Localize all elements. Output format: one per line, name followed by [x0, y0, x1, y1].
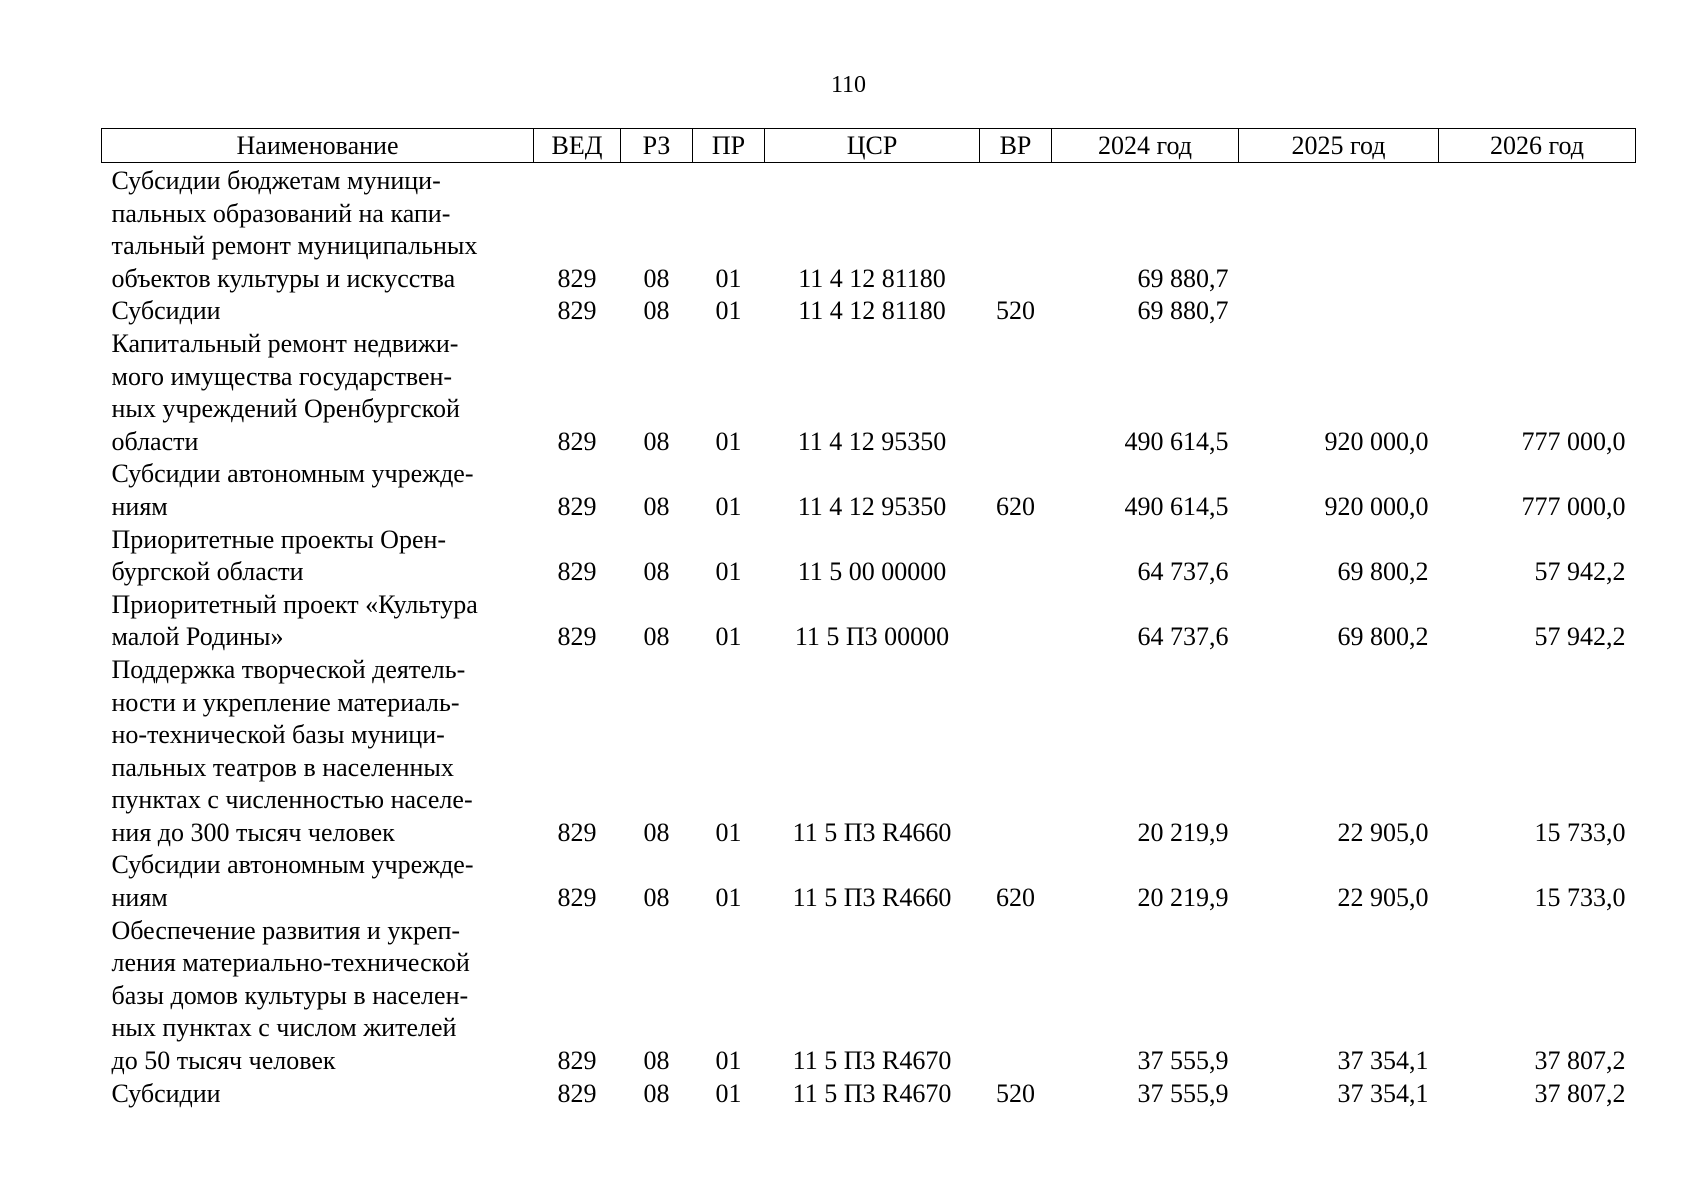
- row-2026: [1439, 163, 1636, 296]
- row-2026: 777 000,0: [1521, 426, 1626, 456]
- row-2025: 22 905,0: [1337, 883, 1429, 913]
- header-2024: 2024 год: [1052, 129, 1239, 163]
- row-rz: 08: [643, 622, 670, 652]
- row-vr: [980, 524, 1052, 589]
- row-name: Поддержка творческой деятель- ности и укрепление материаль- но-технической базы муници- пальных театров в населенных пунктах с численностью населе- ния до 300 тысяч человек: [111, 654, 473, 847]
- row-pr: 01: [715, 557, 742, 587]
- row-pr: 01: [715, 263, 742, 293]
- row-vr: [980, 915, 1052, 1078]
- row-2024: 64 737,6: [1137, 557, 1229, 587]
- row-2025: 920 000,0: [1324, 426, 1429, 456]
- row-name: Субсидии: [111, 296, 221, 326]
- row-ved: 829: [557, 622, 597, 652]
- row-ved: 829: [557, 263, 597, 293]
- row-csr: 11 4 12 95350: [797, 426, 947, 456]
- row-2026: 777 000,0: [1521, 491, 1626, 521]
- row-2025: 22 905,0: [1337, 817, 1429, 847]
- header-2026: 2026 год: [1439, 129, 1636, 163]
- row-csr: 11 5 П3 R4660: [792, 817, 952, 847]
- row-vr: [980, 589, 1052, 654]
- row-ved: 829: [557, 557, 597, 587]
- row-csr: 11 5 00 00000: [797, 557, 947, 587]
- header-vr: ВР: [980, 129, 1052, 163]
- header-ved: ВЕД: [534, 129, 621, 163]
- row-name: Приоритетные проекты Орен- бургской области: [111, 524, 447, 587]
- row-2025: 920 000,0: [1324, 491, 1429, 521]
- table-row: [102, 328, 1636, 458]
- table-row: [102, 295, 1636, 328]
- row-name: Капитальный ремонт недвижи- мого имущества государствен- ных учреждений Оренбургской области: [111, 328, 460, 456]
- table-row: [102, 849, 1636, 914]
- row-2024: 37 555,9: [1137, 1078, 1229, 1108]
- row-2026: 37 807,2: [1534, 1078, 1626, 1108]
- row-2025: 37 354,1: [1337, 1046, 1429, 1076]
- row-csr: 11 5 П3 R4670: [792, 1078, 952, 1108]
- row-vr: [980, 328, 1052, 458]
- row-pr: 01: [715, 1078, 742, 1108]
- row-ved: 829: [557, 1078, 597, 1108]
- row-csr: 11 5 П3 00000: [794, 622, 950, 652]
- row-2024: 20 219,9: [1137, 883, 1229, 913]
- row-csr: 11 4 12 81180: [798, 263, 946, 293]
- row-pr: 01: [715, 883, 742, 913]
- row-ved: 829: [557, 817, 597, 847]
- header-pr: ПР: [693, 129, 765, 163]
- row-rz: 08: [643, 491, 670, 521]
- row-rz: 08: [643, 817, 670, 847]
- row-ved: 829: [557, 1046, 597, 1076]
- header-row: [102, 129, 1636, 163]
- table-row: [102, 654, 1636, 850]
- table-body: [102, 163, 1636, 1111]
- row-ved: 829: [557, 491, 597, 521]
- row-name: Приоритетный проект «Культура малой Родины»: [111, 589, 478, 652]
- table-row: [102, 589, 1636, 654]
- row-2025: 69 800,2: [1337, 557, 1429, 587]
- row-vr: [980, 163, 1052, 296]
- table-header: [102, 129, 1636, 163]
- table-row: [102, 524, 1636, 589]
- row-pr: 01: [715, 1046, 742, 1076]
- row-rz: 08: [643, 296, 670, 326]
- row-2025: 69 800,2: [1337, 622, 1429, 652]
- row-2024: 490 614,5: [1124, 491, 1229, 521]
- row-2026: 15 733,0: [1534, 817, 1626, 847]
- row-vr: 520: [996, 1078, 1035, 1108]
- header-csr: ЦСР: [765, 129, 980, 163]
- row-vr: [980, 654, 1052, 850]
- page-number: 110: [830, 72, 867, 98]
- row-2024: 69 880,7: [1137, 263, 1229, 293]
- header-rz: РЗ: [621, 129, 693, 163]
- row-ved: 829: [557, 426, 597, 456]
- row-pr: 01: [715, 622, 742, 652]
- row-rz: 08: [643, 557, 670, 587]
- row-2024: 64 737,6: [1137, 622, 1229, 652]
- row-2025: 37 354,1: [1337, 1078, 1429, 1108]
- row-2026: 57 942,2: [1534, 557, 1626, 587]
- row-2024: 20 219,9: [1137, 817, 1229, 847]
- table-row: [102, 1078, 1636, 1111]
- row-csr: 11 4 12 95350: [797, 491, 947, 521]
- row-2024: 490 614,5: [1124, 426, 1229, 456]
- row-pr: 01: [715, 491, 742, 521]
- table-row: [102, 458, 1636, 523]
- header-2025: 2025 год: [1239, 129, 1439, 163]
- row-2026: 15 733,0: [1534, 883, 1626, 913]
- row-rz: 08: [643, 1078, 670, 1108]
- row-rz: 08: [643, 263, 670, 293]
- row-2024: 37 555,9: [1137, 1046, 1229, 1076]
- row-name: Обеспечение развития и укреп- ления материально-технической базы домов культуры в населен- ных пунктах с числом жителей до 50 тысяч человек: [111, 915, 470, 1076]
- row-2026: 37 807,2: [1534, 1046, 1626, 1076]
- row-2025: [1239, 163, 1439, 296]
- row-2026: 57 942,2: [1534, 622, 1626, 652]
- row-pr: 01: [715, 296, 742, 326]
- budget-table: [101, 128, 1636, 1110]
- row-2025: [1239, 295, 1439, 328]
- table-row: [102, 163, 1636, 296]
- row-ved: 829: [557, 883, 597, 913]
- row-csr: 11 5 П3 R4660: [792, 883, 952, 913]
- row-rz: 08: [643, 883, 670, 913]
- row-vr: 520: [996, 296, 1035, 326]
- row-name: Субсидии бюджетам муници- пальных образований на капи- тальный ремонт муниципальных объектов культуры и искусства: [111, 166, 478, 293]
- row-pr: 01: [715, 817, 742, 847]
- table-row: [102, 915, 1636, 1078]
- row-2026: [1439, 295, 1636, 328]
- row-2024: 69 880,7: [1137, 296, 1229, 326]
- row-rz: 08: [643, 426, 670, 456]
- row-pr: 01: [715, 426, 742, 456]
- row-name: Субсидии автономным учрежде- ниям: [111, 459, 474, 521]
- row-csr: 11 4 12 81180: [798, 296, 946, 326]
- header-name: Наименование: [102, 129, 534, 163]
- row-vr: 620: [996, 491, 1035, 521]
- row-name: Субсидии автономным учрежде- ниям: [111, 850, 474, 913]
- row-name: Субсидии: [111, 1078, 221, 1108]
- row-rz: 08: [643, 1046, 670, 1076]
- row-ved: 829: [557, 296, 597, 326]
- row-vr: 620: [996, 883, 1035, 913]
- row-csr: 11 5 П3 R4670: [792, 1046, 952, 1076]
